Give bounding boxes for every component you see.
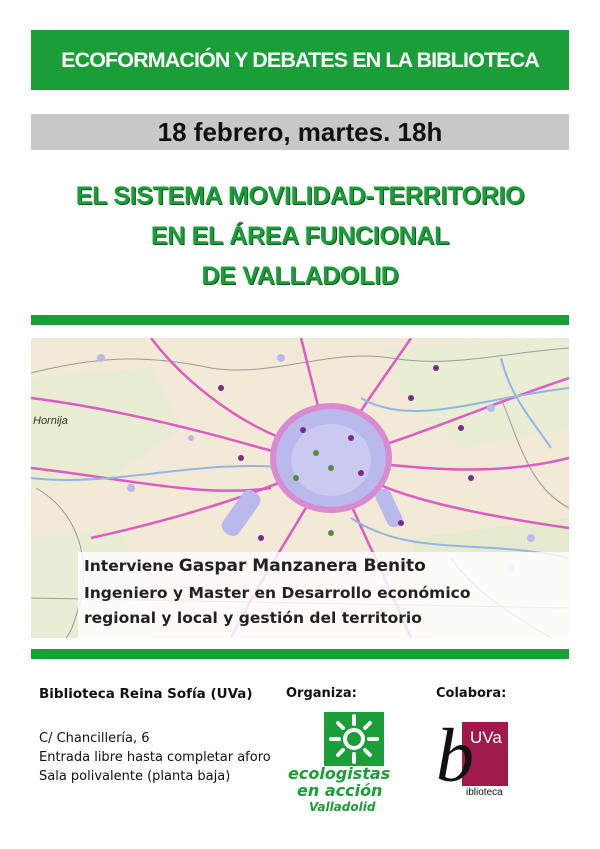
map-label-hornija: Hornija [33,415,68,427]
talk-title [0,176,600,296]
speaker-intro-line [84,556,426,576]
venue-room: Sala polivalente (planta baja) [39,769,231,784]
venue-address: C/ Chancillería, 6 [39,731,150,746]
divider-top [31,315,569,325]
speaker-intro: Interviene [84,557,174,575]
venue-entry: Entrada libre hasta completar aforo [39,750,271,765]
biblioteca-logo-initial: b [436,714,474,798]
venue-name: Biblioteca Reina Sofía (UVa) [39,686,253,702]
speaker-role-1: Ingeniero y Master en Desarrollo económico [84,584,471,602]
uva-logo-text: UVa [470,728,502,747]
ecologistas-logo-line2: en acción [297,781,383,800]
biblioteca-logo-word: iblioteca [466,787,503,798]
divider-bottom [31,649,569,659]
title-line-1: EL SISTEMA MOVILIDAD-TERRITORIO [75,182,525,210]
ecologistas-sun-icon [324,712,384,766]
colabora-label: Colabora: [436,686,507,701]
title-line-2: EN EL ÁREA FUNCIONAL [150,222,450,250]
title-line-3: DE VALLADOLID [201,262,399,290]
speaker-role-2: regional y local y gestión del territorio [84,609,422,627]
header-banner: ECOFORMACIÓN Y DEBATES EN LA BIBLIOTECA [31,30,569,90]
ecologistas-logo-line1: ecologistas [288,764,391,783]
ecologistas-logo-line3: Valladolid [309,800,376,814]
event-date: 18 febrero, martes. 18h [31,114,569,150]
organiza-label: Organiza: [286,686,357,701]
speaker-name: Gaspar Manzanera Benito [178,556,426,576]
